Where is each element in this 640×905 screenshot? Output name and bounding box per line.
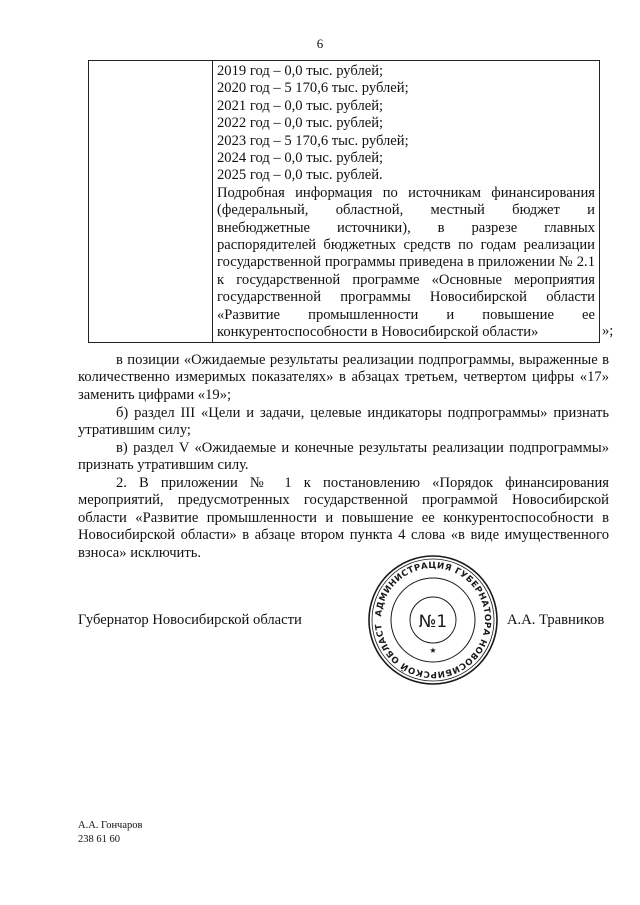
page-number: 6 — [316, 36, 324, 51]
footer-executor: А.А. Гончаров — [78, 820, 143, 831]
paragraph-appendix-1: 2. В приложении № 1 к постановлению «Порядок финансирования мероприятий, предусмотренных государственной программой Новосибирской области «Развитие промышленности и повышение ее конкурентоспособности в Новосибирской области» в абзаце втором пункта 4 слова «в виде имущественного взноса» исключить. — [78, 475, 609, 561]
svg-text:АДМИНИСТРАЦИЯ ГУБЕРНАТОРА НОВО: АДМИНИСТРАЦИЯ ГУБЕРНАТОРА НОВОСИБИРСКОЙ ОБЛАСТ — [374, 560, 493, 680]
table-column-divider — [212, 61, 213, 342]
paragraph-section-5: в) раздел V «Ожидаемые и конечные результаты реализации подпрограммы» признать утратившим силу. — [78, 440, 609, 474]
funding-year-2025: 2025 год – 0,0 тыс. рублей. — [217, 167, 383, 184]
paragraph-expected-results: в позиции «Ожидаемые результаты реализации подпрограммы, выраженные в количественно измеримых показателях» в абзацах третьем, четвертом цифры «17» заменить цифрами «19»; — [78, 352, 609, 403]
table-cell-funding — [217, 63, 595, 342]
funding-year-2023: 2023 год – 5 170,6 тыс. рублей; — [217, 132, 409, 149]
signature-name: А.А. Травников — [507, 612, 605, 628]
funding-details: Подробная информация по источникам финансирования (федеральный, областной, местный бюджет и внебюджетные источники), в разрезе главных распорядителей бюджетных средств по годам реализации государственной программы приведена в приложении № 2.1 к государственной программе «Основные мероприятия государственной программы Новосибирской области «Развитие промышленности и повышение ее конкурентоспособности в Новосибирской области» — [217, 184, 595, 341]
table-closing-mark: »; — [602, 323, 614, 339]
funding-year-2022: 2022 год – 0,0 тыс. рублей; — [217, 115, 384, 132]
footer-phone: 238 61 60 — [78, 834, 120, 845]
funding-year-2020: 2020 год – 5 170,6 тыс. рублей; — [217, 80, 409, 97]
funding-year-2021: 2021 год – 0,0 тыс. рублей; — [217, 97, 384, 114]
funding-year-2024: 2024 год – 0,0 тыс. рублей; — [217, 150, 384, 167]
funding-year-2019: 2019 год – 0,0 тыс. рублей; — [217, 63, 384, 79]
paragraph-section-3: б) раздел III «Цели и задачи, целевые индикаторы подпрограммы» признать утратившим силу; — [78, 405, 609, 439]
official-stamp — [366, 553, 500, 687]
signature-position: Губернатор Новосибирской области — [78, 612, 302, 628]
svg-text:★: ★ — [429, 646, 437, 655]
svg-text:№1: №1 — [418, 612, 448, 632]
program-table — [88, 60, 600, 343]
